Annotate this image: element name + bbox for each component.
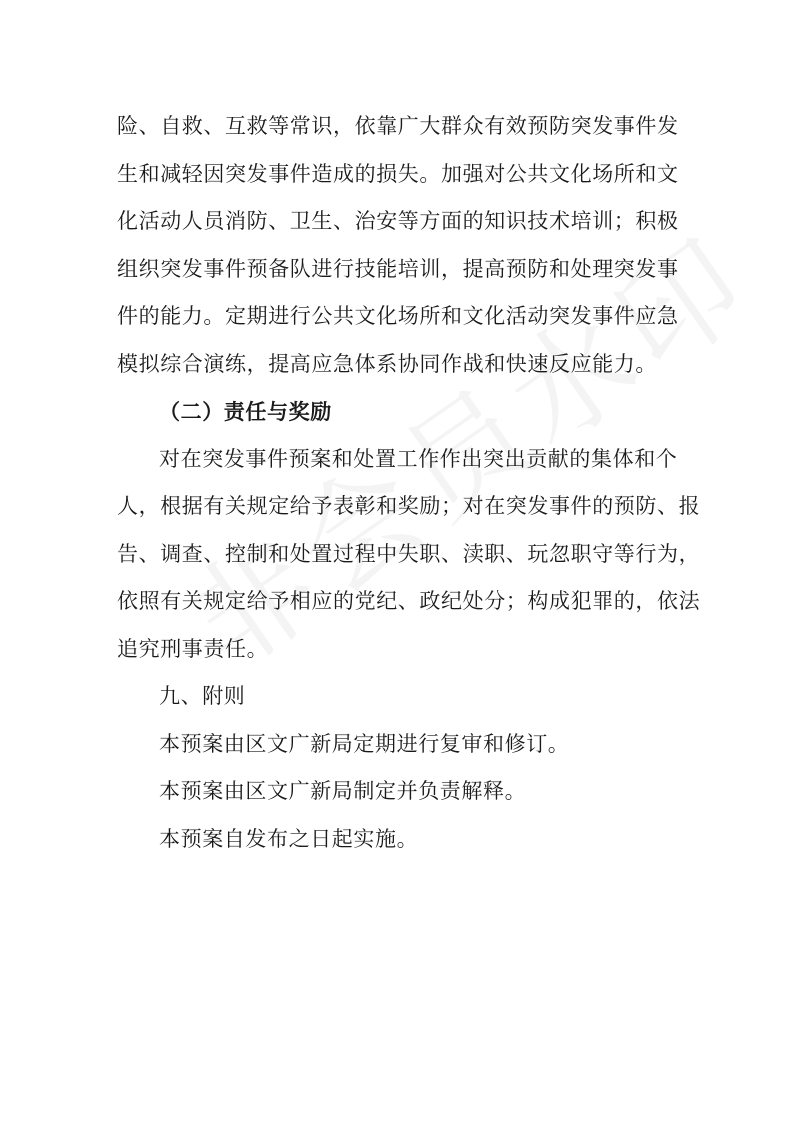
paragraph-line: 本预案由区文广新局定期进行复审和修订。 (159, 731, 570, 756)
paragraph-line: 告、调查、控制和处置过程中失职、渎职、玩忽职守等行为， (117, 541, 701, 566)
section-heading: （二）责任与奖励 (159, 399, 332, 424)
paragraph-line: 化活动人员消防、卫生、治安等方面的知识技术培训；积极 (117, 209, 679, 233)
section-heading: 九、附则 (159, 684, 246, 708)
paragraph-line: 模拟综合演练，提高应急体系协同作战和快速反应能力。 (117, 351, 657, 376)
paragraph-line: 依照有关规定给予相应的党纪、政纪处分；构成犯罪的，依法 (117, 589, 701, 613)
paragraph-line: 险、自救、互救等常识，依靠广大群众有效预防突发事件发 (117, 114, 679, 138)
paragraph-line: 生和减轻因突发事件造成的损失。加强对公共文化场所和文 (117, 161, 679, 186)
paragraph-line: 对在突发事件预案和处置工作作出突出贡献的集体和个 (159, 446, 678, 471)
paragraph-line: 组织突发事件预备队进行技能培训，提高预防和处理突发事 (117, 256, 679, 281)
paragraph-line: 人，根据有关规定给予表彰和奖励；对在突发事件的预防、报 (117, 494, 701, 518)
paragraph-line: 本预案由区文广新局制定并负责解释。 (159, 779, 527, 803)
paragraph-line: 本预案自发布之日起实施。 (159, 826, 419, 851)
paragraph-line: 追究刑事责任。 (117, 636, 269, 661)
body-text (117, 103, 701, 863)
paragraph-line: 件的能力。定期进行公共文化场所和文化活动突发事件应急 (117, 304, 679, 328)
